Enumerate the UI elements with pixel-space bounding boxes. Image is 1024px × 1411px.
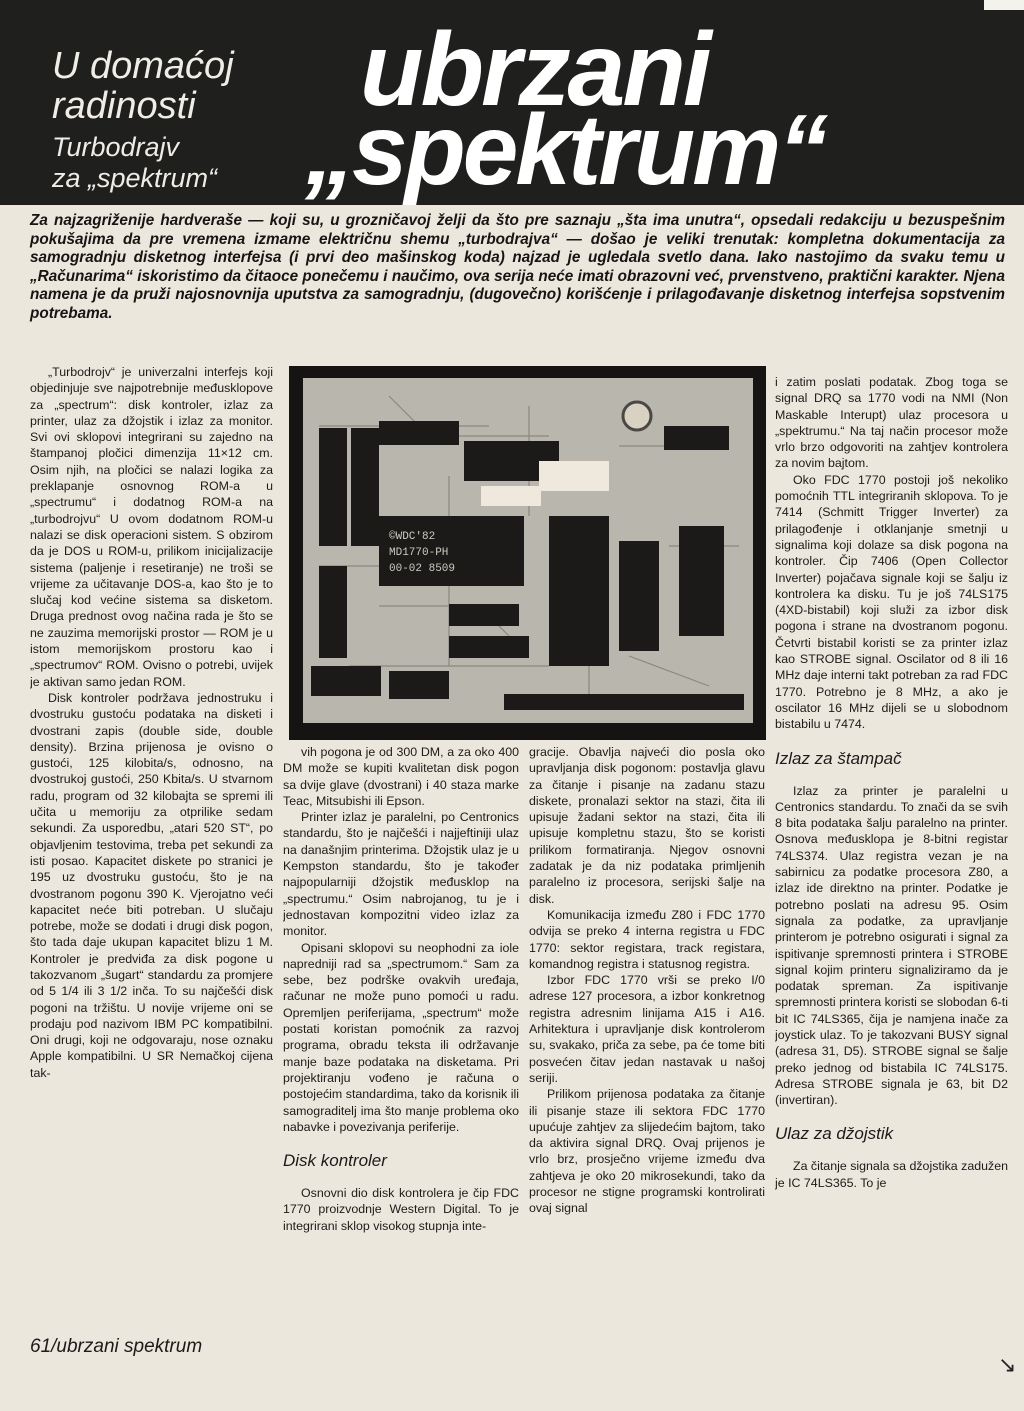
chip-label-line-1: ©WDC'82 <box>389 531 436 543</box>
paragraph: Komunikacija između Z80 i FDC 1770 odvija se preko 4 interna registra u FDC 1770: sektor registara, track registara, komandnog registra i statusnog registra. <box>529 907 765 971</box>
paragraph: i zatim poslati podatak. Zbog toga se signal DRQ sa 1770 vodi na NMI (Non Maskable Interupt) ulaz procesora u „spektrumu.“ Na taj način procesor može vrlo brzo odgovoriti na zahtjev kontrolera za novim bajtom. <box>775 375 1008 471</box>
kicker-line-2: radinosti <box>52 85 196 127</box>
column-1 <box>30 364 273 1294</box>
chip-label-line-3: 00-02 8509 <box>389 563 456 575</box>
arrow-icon: ↘ <box>998 1352 1017 1377</box>
paragraph: Printer izlaz je paralelni, po Centronics standardu, što je najčešći i najjeftiniji ulaz na današnjim printerima. Džojstik ulaz je u Kempston standardu, što je također najpopularniji džojstik međusklop na „spectrumu.“ Osim nabrojanog, tu je i jednostavan kompozitni video izlaz za monitor. <box>283 810 519 939</box>
chip <box>319 566 347 658</box>
chip <box>351 428 379 546</box>
column-3 <box>529 744 765 1384</box>
paragraph: gracije. Obavlja najveći dio posla oko upravljanja disk pogonom: postavlja glavu za čitanje i pisanje na zadanu stazu diskete, pronalazi sektor na stazi, čita ili upisuje žadani sektor na stazi, čita ili upisuje kompletnu stazu, što se koristi prilikom formatiranja. Njegov osnovni zadatak je da niz podataka primljenih paralelno iz procesora, serijski šalje na disk. <box>529 745 765 906</box>
paragraph: Opisani sklopovi su neophodni za iole napredniji rad sa „spectrumom.“ Sam za sebe, bez podrške ovakvih uređaja, računar ne može puno pomoći u radu. Opremljen periferijama, „spectrum“ može postati koristan pomoćnik za razvoj programa, obradu teksta ili održavanje manje baze podataka na disketama. Pri projektiranju vođeno je računa o postojećim standardima, tako da korisnik ili samograditelj ima što manje problema oko nabavke i povezivanja periferije. <box>283 940 519 1134</box>
chip <box>449 636 529 658</box>
pcb-illustration <box>289 366 766 740</box>
page-tab <box>984 0 1024 10</box>
chip <box>664 426 729 450</box>
paragraph: Osnovni dio disk kontrolera je čip FDC 1770 proizvodnje Western Digital. To je integrirani sklop visokog stupnja inte- <box>283 1186 519 1233</box>
section-kicker <box>52 46 234 126</box>
header-band <box>0 0 1024 205</box>
chip <box>311 666 381 696</box>
paragraph: Izlaz za printer je paralelni u Centronics standardu. To znači da se svih 8 bita podataka šalju paralelno na printer. Osnova međusklopa je 8-bitni registar 74LS374. Ulaz registra vezan je na sabirnicu za podatke procesora Z80, a izlaz ide direktno na printer. Podatke je potrebno poslati na adresu 95. Osim signala za podatke, za upravljanje printerom je potrebno osigurati i signal za ispitivanje spremnosti printera i STROBE signal kojim printeru signaliziramo da je podatak spreman. Za ispitivanje spremnosti printera koristi se slobodan 6-ti bit IC 74LS365, čija je namjena inače za joystick ulaz. To je takozvani BUSY signal (adresa 31, D5). STROBE signal se šalje preko jednog od bistabila IC 74LS175. Adresa STROBE signala je 63, bit D2 (invertiran). <box>775 783 1008 1108</box>
paragraph: vih pogona je od 300 DM, a za oko 400 DM može se kupiti kvalitetan disk pogon sa dvije glave (dvostrani) i 40 staza marke Teac, Mitsubishi ili Epson. <box>283 745 519 808</box>
section-heading: Disk kontroler <box>283 1151 387 1171</box>
subtitle-line-2: za „spektrum“ <box>52 163 218 193</box>
column-2 <box>283 744 519 1384</box>
intro-paragraph: Za najzagriženije hardveraše — koji su, u grozničavoj želji da što pre saznaju „šta ima unutra“, opsedali redakciju u bezuspešnim pokušajima da pre vremena izmame električnu shemu „turbodrajva“ — došao je veliki trenutak: kompletna dokumentacija za samogradnju disketnog interfejsa (i prvi deo mašinskog koda) najzad je ugledala svetlo dana. Iako nastojimo da svaku temu u „Računarima“ iskoristimo da čitaoce ponečemu i naučimo, ova serija neće imati obrazovni već, prvenstveno, praktični karakter. Njena namena je da pruži najosnovnija uputstva za samogradnju, (dugovečno) korišćenje i prilagođavanje disketnog interfejsa sopstvenim potrebama. <box>30 212 1005 322</box>
paragraph: Oko FDC 1770 postoji još nekoliko pomoćnih TTL integriranih sklopova. To je 7414 (Schmitt Trigger Inverter) za prilagođenje i otklanjanje smetnji u signalima koji dolaze sa disk pogona na kontroler. Čip 7406 (Open Collector Inverter) pojačava signale koji se šalju iz kontrolera ka disku. Tu je još 74LS175 (4XD-bistabil) koji služi za izbor disk pogona i strane na dvostranom pogonu. Četvrti bistabil koristi se za printer izlaz kao STROBE signal. Oscilator od 8 ili 16 MHz daje interni takt potreban za rad FDC 1770. Potrebno je 8 MHz, a ako je oscilator 16 MHz dijeli se u slobodnom bistabilu u 7474. <box>775 472 1008 732</box>
title-line-1: ubrzani <box>360 12 709 128</box>
title-line-2: „spektrum“ <box>305 94 826 206</box>
pcb-photo <box>289 366 766 740</box>
chip <box>379 421 459 445</box>
eprom-chip <box>549 516 609 666</box>
chip <box>389 671 449 699</box>
chip-label-line-2: MD1770-PH <box>389 547 449 559</box>
page-footer: 61/ubrzani spektrum <box>30 1336 203 1357</box>
edge-connector <box>504 694 744 710</box>
chip <box>449 604 519 626</box>
chip <box>319 428 347 546</box>
column-4 <box>775 374 1008 1380</box>
section-heading: Ulaz za džojstik <box>775 1124 894 1144</box>
chip <box>679 526 724 636</box>
section-heading: Izlaz za štampač <box>775 748 902 768</box>
subtitle-line-1: Turbodrajv <box>52 132 180 162</box>
crystal <box>539 461 609 491</box>
paragraph: Izbor FDC 1770 vrši se preko I/0 adrese 127 procesora, a izbor konkretnog registra adresnim linijama A15 i A16. Arhitektura i upravljanje disk kontrolerom su, svakako, priča za sebe, pa će tome biti posvećen čitav jedan nastavak u našoj seriji. <box>529 973 765 1085</box>
component <box>481 486 541 506</box>
paragraph: Za čitanje signala sa džojstika zadužen je IC 74LS365. To je <box>775 1159 1008 1190</box>
paragraph: „Turbodrojv“ je univerzalni interfejs koji objedinjuje sve najpotrebnije međusklopove za „spectrum“: disk kontroler, izlaz za printer, ulaz za džojstik i izlaz za monitor. Svi ovi sklopovi integrirani su zajedno na štampanoj pločici dimenzija 11×12 cm. Osim njih, na pločici se nalazi logika za preklapanje osnovnog ROM-a u „spectrumu“ i dodatnog ROM-a na „turbodrojvu“ U ovom dodatnom ROM-u nalazi se disk operacioni sistem. S obzirom da je DOS u ROM-u, prilikom inicijalizacije sistema (paljenje i resetiranje) ne troši se vrijeme za učitavanje DOS-a, kao što je to slučaj kod većine sistema sa disketom. Druga prednost ovog načina rada je što se ne zauzima memorijski prostor — ROM je u istom memorijskom prostoru kao i „spectrumov“ ROM. Ovisno o potrebi, uvijek je aktivan samo jedan ROM. <box>30 365 273 689</box>
kicker-line-1: U domaćoj <box>52 45 234 87</box>
paragraph: Prilikom prijenosa podataka za čitanje ili pisanje staze ili sektora FDC 1770 upućuje zahtjev za slijedećim bajtom, tako da aktivira signal DRQ. Ovaj prijenos je vrlo brz, prosječno vrijeme između dva zahtjeva je oko 20 mikrosekundi, tako da procesor ne stigne programski kontrolirati ovaj signal <box>529 1087 765 1216</box>
trimmer <box>623 402 651 430</box>
article-subtitle <box>52 132 217 194</box>
paragraph: Disk kontroler podržava jednostruku i dvostruku gustoću podataka na disketi i dvostrani zapis (double side, double density). Brzina prijenosa je ovisno o gustoći, 125 kilobita/s, odnosno, na dvostrukoj gustoći, 250 Kbita/s. U stvarnom radu, program od 32 kilobajta se spremi ili učita u memoriju za otprilike sedam sekundi. Za usporedbu, „atari 520 ST“, po objavljenim testovima, treba pet sekundi za isti posao. Kapacitet diskete po stranici je 195 uz dvostruku gustoću, što je na dvostranom pogonu 390 K. Vjerojatno veći kapacitet neće biti potreban. U slučaju potrebe, može se dodati i drugi disk pogon, što tada daje ukupan kapacitet blizu 1 M. Kontroler je predviđa za disk pogone u takozvanom „šugart“ standardu za promjere od 5 1/4 ili 3 1/2 inča. To su najčešći disk pogoni na tržištu. U novije vrijeme oni se prodaju pod nazivom IBM PC kompatibilni. Oni drugi, koji ne odgovaraju, nose oznaku Apple kompatibilni. U SR Nemačkoj cijena tak- <box>30 690 273 1080</box>
chip <box>619 541 659 651</box>
